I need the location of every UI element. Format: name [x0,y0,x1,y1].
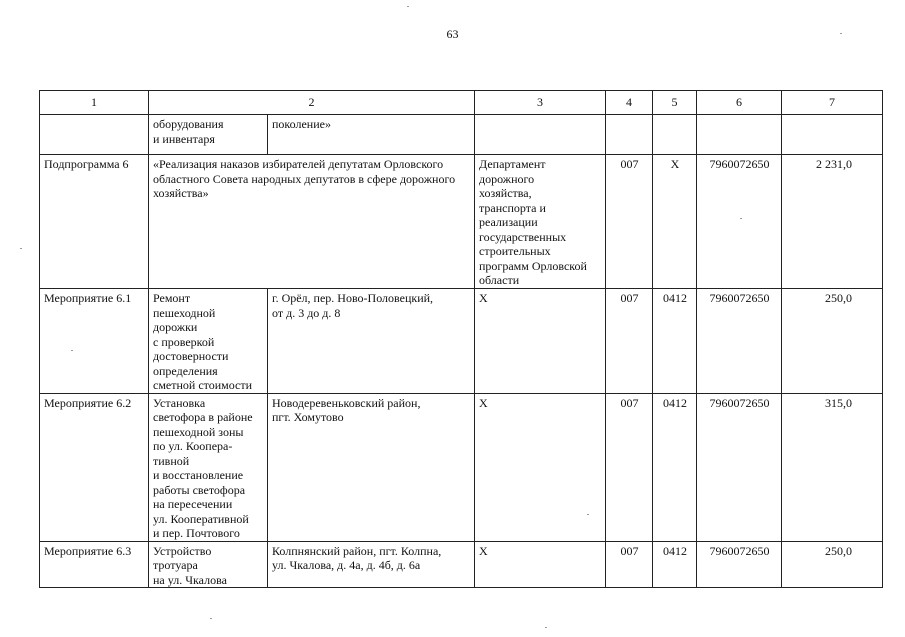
event-address-cell: Новодеревеньковский район, пгт. Хомутово [268,393,475,541]
event-executor: Х [475,289,606,394]
event-name-cell: Устройство тротуара на ул. Чкалова [149,541,268,588]
header-row [40,91,883,115]
event-col6: 7960072650 [697,393,782,541]
event-name-cell: Ремонт пешеходной дорожки с проверкой достоверности определения сметной стоимости [149,289,268,394]
event-address-cell: г. Орёл, пер. Ново-Половецкий, от д. 3 до д. 8 [268,289,475,394]
scan-speck [407,6,409,7]
page-number: 63 [446,27,459,41]
event-col4: 007 [606,289,653,394]
event-label: Мероприятие 6.3 [40,541,149,588]
event-executor: Х [475,541,606,588]
subprogram-label: Подпрограмма 6 [40,155,149,289]
header-cell: 1 [40,91,149,115]
event-col6: 7960072650 [697,289,782,394]
subprogram-col7: 2 231,0 [782,155,883,289]
subprogram-col5: Х [653,155,697,289]
empty-cell [653,115,697,155]
empty-cell [782,115,883,155]
empty-cell [40,115,149,155]
event-label: Мероприятие 6.2 [40,393,149,541]
header-cell: 6 [697,91,782,115]
header-cell: 2 [149,91,475,115]
header-cell: 4 [606,91,653,115]
event-col4: 007 [606,541,653,588]
event-row [40,289,883,394]
empty-cell [475,115,606,155]
header-cell: 5 [653,91,697,115]
event-address-cell: Колпнянский район, пгт. Колпна, ул. Чкалова, д. 4а, д. 4б, д. 6а [268,541,475,588]
scan-speck [545,627,547,628]
empty-cell [697,115,782,155]
event-name-cell: Установка светофора в районе пешеходной зоны по ул. Коопера- тивной и восстановление работы светофора на пересечении ул. Кооперативной и пер. Почтового [149,393,268,541]
scan-speck [587,514,589,515]
event-col5: 0412 [653,393,697,541]
event-label: Мероприятие 6.1 [40,289,149,394]
scan-speck [20,248,22,249]
event-name-cell: оборудования и инвентаря [149,115,268,155]
subprogram-executor: Департамент дорожного хозяйства, транспорта и реализации государственных строительных программ Орловской области [475,155,606,289]
scan-speck [71,350,73,351]
subprogram-title: «Реализация наказов избирателей депутатам Орловского областного Совета народных депутатов в сфере дорожного хозяйства» [149,155,475,289]
header-cell: 3 [475,91,606,115]
subprogram-col4: 007 [606,155,653,289]
empty-cell [606,115,653,155]
event-col4: 007 [606,393,653,541]
budget-table [39,90,883,588]
event-col5: 0412 [653,541,697,588]
scan-speck [740,218,742,219]
event-col6: 7960072650 [697,541,782,588]
event-row [40,393,883,541]
scan-speck [210,618,212,619]
event-col7: 315,0 [782,393,883,541]
event-col7: 250,0 [782,541,883,588]
header-cell: 7 [782,91,883,115]
event-executor: Х [475,393,606,541]
event-col7: 250,0 [782,289,883,394]
scan-speck [840,33,842,34]
continuation-row [40,115,883,155]
event-col5: 0412 [653,289,697,394]
subprogram-row [40,155,883,289]
event-address-cell: поколение» [268,115,475,155]
event-row [40,541,883,588]
subprogram-col6: 7960072650 [697,155,782,289]
